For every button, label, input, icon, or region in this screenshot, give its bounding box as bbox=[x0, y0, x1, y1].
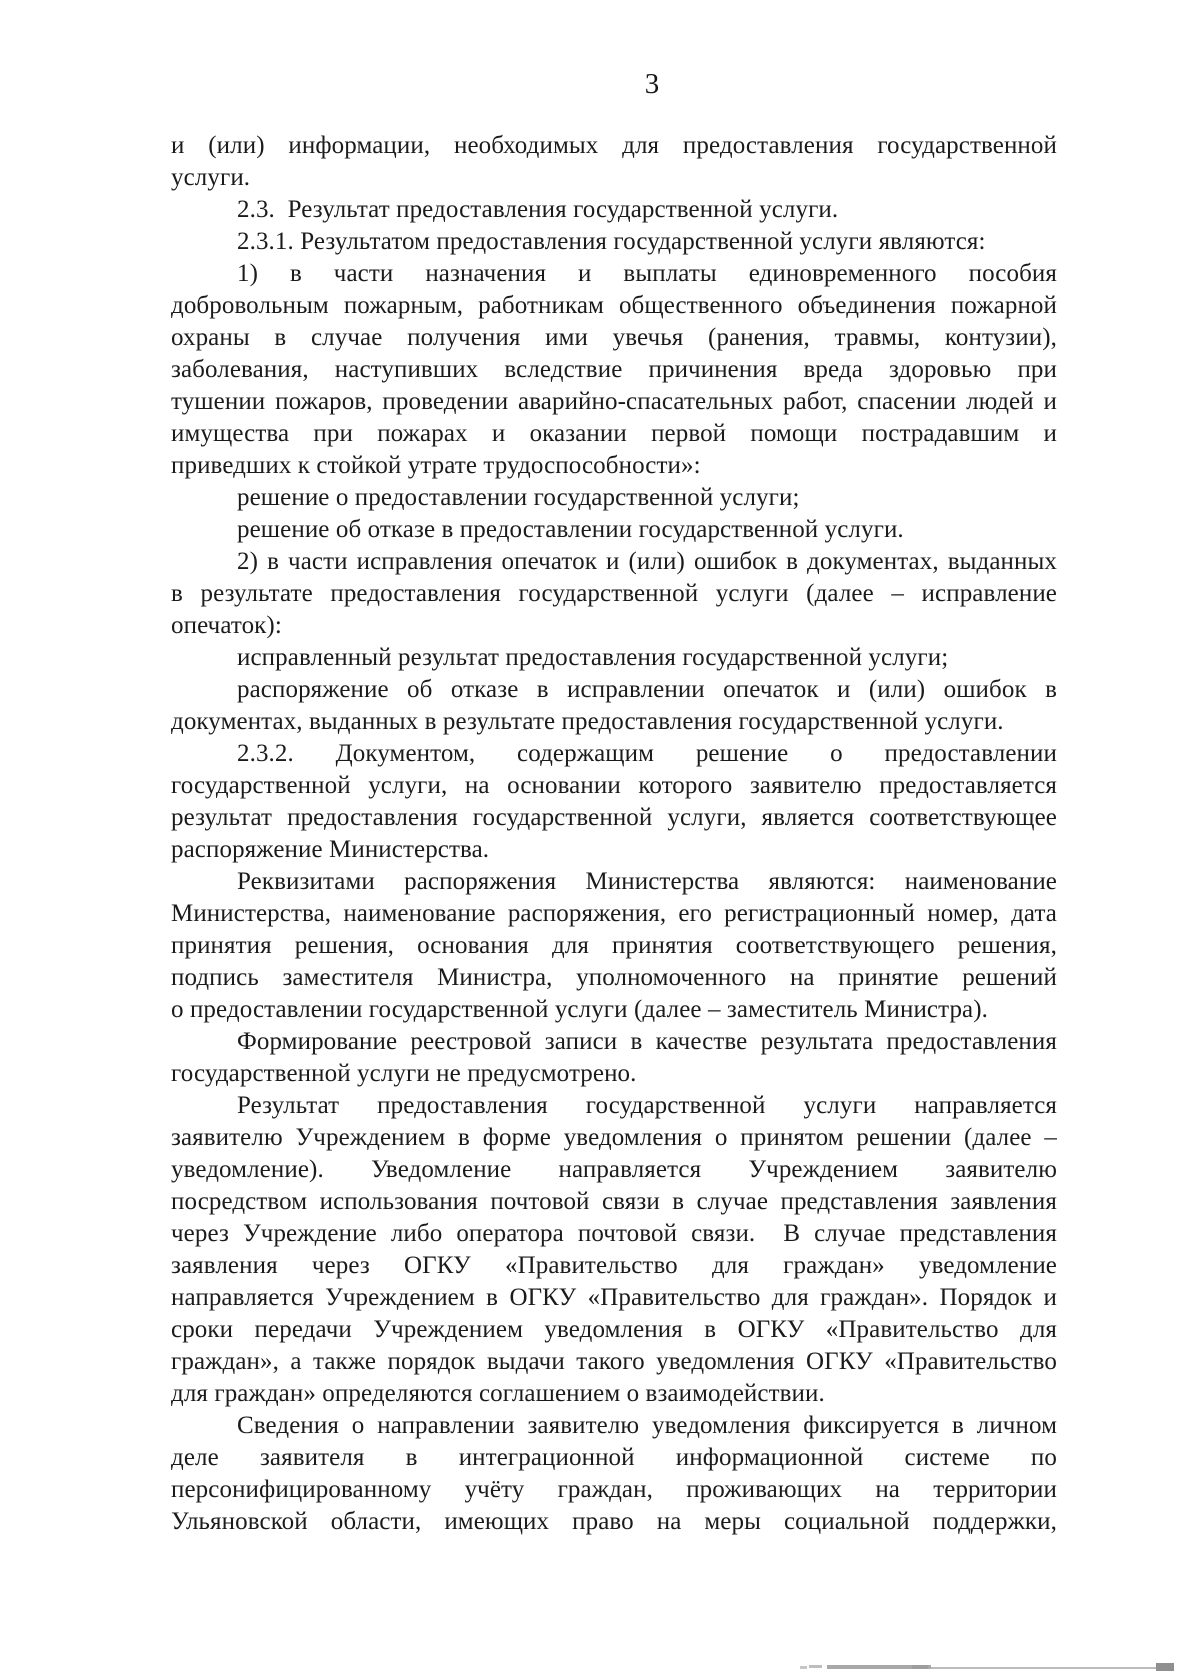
text-line: охраны в случае получения ими увечья (ранения, травмы, контузии), bbox=[171, 324, 1057, 351]
text-line: в результате предоставления государственной услуги (далее – исправление bbox=[171, 580, 1057, 607]
scan-artifact-dash-2 bbox=[809, 1665, 822, 1668]
text-line: уведомление). Уведомление направляется Учреждением заявителю bbox=[171, 1156, 1057, 1183]
text-line: Реквизитами распоряжения Министерства являются: наименование bbox=[237, 868, 1057, 895]
text-line: приведших к стойкой утрате трудоспособности»: bbox=[171, 452, 701, 479]
text-line: Формирование реестровой записи в качестве результата предоставления bbox=[237, 1028, 1057, 1055]
text-line: для граждан» определяются соглашением о взаимодействии. bbox=[171, 1380, 825, 1407]
page-number: 3 bbox=[644, 68, 660, 100]
scan-artifact-blob bbox=[1156, 1663, 1174, 1671]
text-line: Ульяновской области, имеющих право на меры социальной поддержки, bbox=[171, 1508, 1057, 1535]
text-line: подпись заместителя Министра, уполномоченного на принятие решений bbox=[171, 964, 1057, 991]
text-line: 2.3.1. Результатом предоставления государственной услуги являются: bbox=[237, 228, 986, 255]
text-line: и (или) информации, необходимых для предоставления государственной bbox=[171, 132, 1057, 159]
text-line: через Учреждение либо оператора почтовой связи. В случае представления bbox=[171, 1220, 1057, 1247]
text-line: решение о предоставлении государственной услуги; bbox=[237, 484, 800, 511]
text-line: тушении пожаров, проведении аварийно-спасательных работ, спасении людей и bbox=[171, 388, 1057, 415]
text-line: государственной услуги не предусмотрено. bbox=[171, 1060, 637, 1087]
text-line: 1) в части назначения и выплаты единовременного пособия bbox=[237, 260, 1057, 287]
scan-artifact-dash-1 bbox=[800, 1666, 807, 1669]
text-line: принятия решения, основания для принятия соответствующего решения, bbox=[171, 932, 1057, 959]
text-line: 2) в части исправления опечаток и (или) ошибок в документах, выданных bbox=[237, 548, 1057, 575]
text-line: граждан», а также порядок выдачи такого уведомления ОГКУ «Правительство bbox=[171, 1348, 1057, 1375]
text-line: сроки передачи Учреждением уведомления в ОГКУ «Правительство для bbox=[171, 1316, 1057, 1343]
text-line: Сведения о направлении заявителю уведомления фиксируется в личном bbox=[237, 1412, 1057, 1439]
text-line: о предоставлении государственной услуги (далее – заместитель Министра). bbox=[171, 996, 989, 1023]
scan-artifact-segment-dark bbox=[912, 1665, 928, 1669]
text-line: заявления через ОГКУ «Правительство для граждан» уведомление bbox=[171, 1252, 1057, 1279]
text-line: исправленный результат предоставления государственной услуги; bbox=[237, 644, 949, 671]
text-line: распоряжение об отказе в исправлении опечаток и (или) ошибок в bbox=[237, 676, 1057, 703]
text-line: документах, выданных в результате предоставления государственной услуги. bbox=[171, 708, 1004, 735]
text-line: государственной услуги, на основании которого заявителю предоставляется bbox=[171, 772, 1057, 799]
text-line: заболевания, наступивших вследствие причинения вреда здоровью при bbox=[171, 356, 1057, 383]
text-line: Результат предоставления государственной услуги направляется bbox=[237, 1092, 1057, 1119]
text-line: решение об отказе в предоставлении государственной услуги. bbox=[237, 516, 904, 543]
text-line: направляется Учреждением в ОГКУ «Правительство для граждан». Порядок и bbox=[171, 1284, 1057, 1311]
text-line: Министерства, наименование распоряжения, его регистрационный номер, дата bbox=[171, 900, 1057, 927]
text-line: опечаток): bbox=[171, 612, 282, 639]
text-line: услуги. bbox=[171, 164, 251, 191]
text-line: заявителю Учреждением в форме уведомления о принятом решении (далее – bbox=[171, 1124, 1057, 1151]
text-line: персонифицированному учёту граждан, проживающих на территории bbox=[171, 1476, 1057, 1503]
text-line: 2.3.2. Документом, содержащим решение о предоставлении bbox=[237, 740, 1057, 767]
text-line: деле заявителя в интеграционной информационной системе по bbox=[171, 1444, 1057, 1471]
text-line: распоряжение Министерства. bbox=[171, 836, 490, 863]
text-line: 2.3. Результат предоставления государственной услуги. bbox=[237, 196, 839, 223]
text-line: результат предоставления государственной услуги, является соответствующее bbox=[171, 804, 1057, 831]
text-line: добровольным пожарным, работникам общественного объединения пожарной bbox=[171, 292, 1057, 319]
text-line: посредством использования почтовой связи в случае представления заявления bbox=[171, 1188, 1057, 1215]
document-body bbox=[171, 130, 1057, 1538]
text-line: имущества при пожарах и оказании первой помощи пострадавшим и bbox=[171, 420, 1057, 447]
